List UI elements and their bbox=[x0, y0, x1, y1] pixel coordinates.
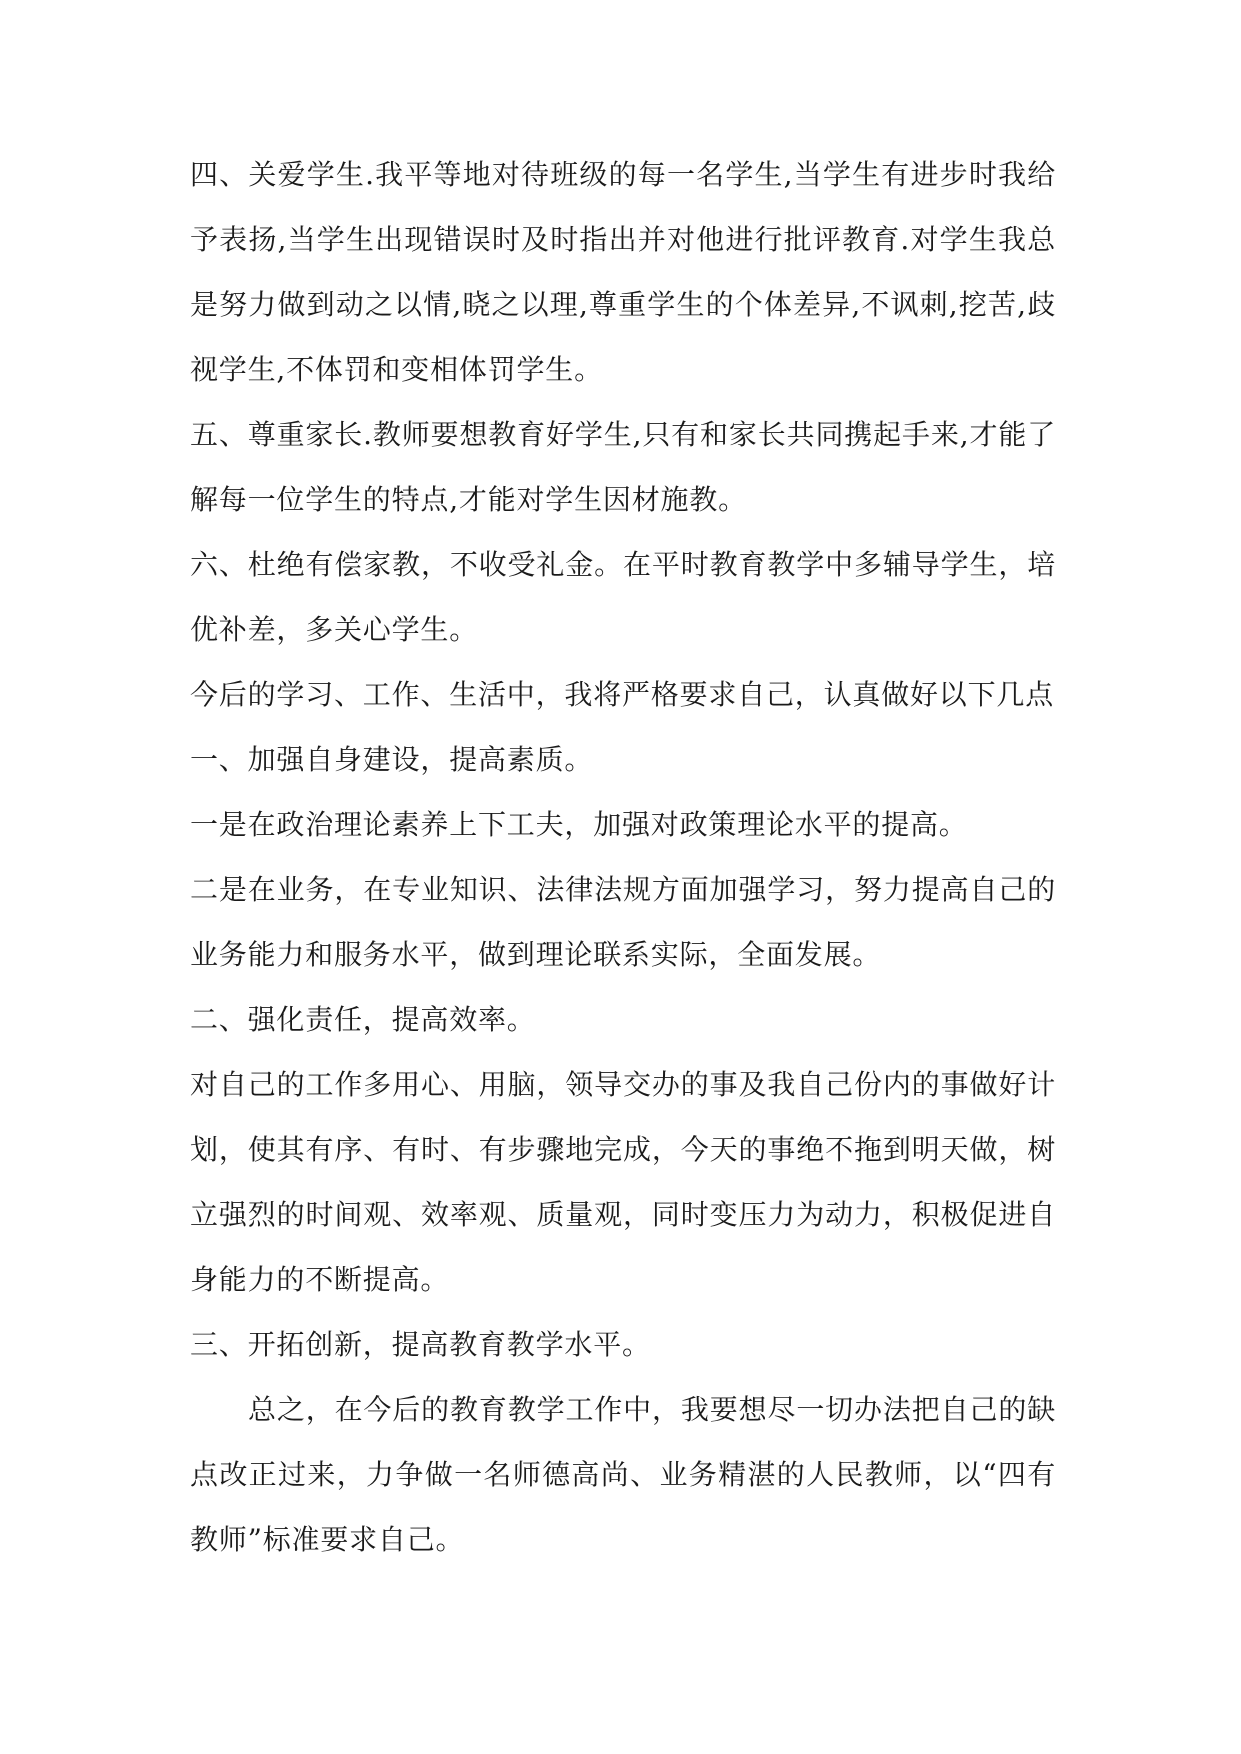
paragraph-conclusion: 总之，在今后的教育教学工作中，我要想尽一切办法把自己的缺点改正过来，力争做一名师德高尚、业务精湛的人民教师，以“四有教师”标准要求自己。 bbox=[190, 1393, 1056, 1556]
paragraph-future-intro: 今后的学习、工作、生活中，我将严格要求自己，认真做好以下几点 bbox=[190, 678, 1055, 711]
paragraph-work-planning: 对自己的工作多用心、用脑，领导交办的事及我自己份内的事做好计划，使其有序、有时、有步骤地完成，今天的事绝不拖到明天做，树立强烈的时间观、效率观、质量观，同时变压力为动力，积极促进自身能力的不断提高。 bbox=[190, 1068, 1056, 1296]
heading-responsibility: 二、强化责任，提高效率。 bbox=[190, 1003, 536, 1036]
paragraph-professional-skills: 二是在业务，在专业知识、法律法规方面加强学习，努力提高自己的业务能力和服务水平，做到理论联系实际，全面发展。 bbox=[190, 873, 1056, 971]
heading-innovation: 三、开拓创新，提高教育教学水平。 bbox=[190, 1328, 651, 1361]
paragraph-political-theory: 一是在政治理论素养上下工夫，加强对政策理论水平的提高。 bbox=[190, 808, 968, 841]
paragraph-care-students: 四、关爱学生.我平等地对待班级的每一名学生,当学生有进步时我给予表扬,当学生出现错误时及时指出并对他进行批评教育.对学生我总是努力做到动之以情,晓之以理,尊重学生的个体差异,不讽刺,挖苦,歧视学生,不体罚和变相体罚学生。 bbox=[190, 158, 1056, 386]
paragraph-respect-parents: 五、尊重家长.教师要想教育好学生,只有和家长共同携起手来,才能了解每一位学生的特点,才能对学生因材施教。 bbox=[190, 418, 1056, 516]
heading-self-improvement: 一、加强自身建设，提高素质。 bbox=[190, 743, 594, 776]
paragraph-no-paid-tutoring: 六、杜绝有偿家教，不收受礼金。在平时教育教学中多辅导学生，培优补差，多关心学生。 bbox=[190, 548, 1056, 646]
document-body bbox=[190, 142, 1056, 1572]
